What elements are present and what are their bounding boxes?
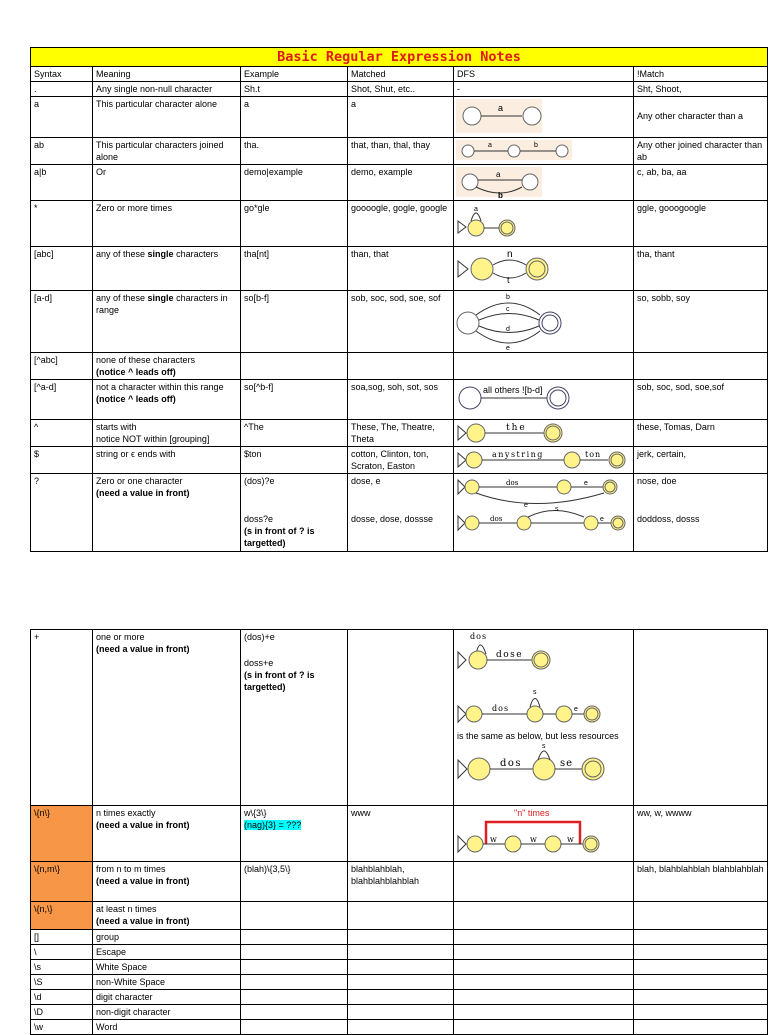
meaning-text: any of these <box>96 293 148 303</box>
start-arrow <box>458 261 468 277</box>
meaning-note: (need a value in front) <box>96 820 190 830</box>
state-node <box>469 651 487 669</box>
dfs-cell: - <box>454 82 634 97</box>
table-row <box>31 380 768 420</box>
edge-label: a <box>488 142 492 149</box>
table-row <box>31 82 768 97</box>
nomatch-cell: tha, thant <box>634 247 768 291</box>
meaning-cell: non-digit character <box>93 1005 241 1020</box>
example-cell <box>241 990 348 1005</box>
dfs-cell <box>454 960 634 975</box>
matched-cell <box>348 474 454 552</box>
table-row <box>31 1020 768 1035</box>
edge-label: e <box>584 480 588 487</box>
edge-label: a <box>496 170 501 179</box>
dfs-diagram <box>454 165 634 201</box>
start-arrow <box>458 706 466 722</box>
syntax-cell: [] <box>31 930 93 945</box>
syntax-cell: \d <box>31 990 93 1005</box>
dfs-note: is the same as below, but less resources <box>457 731 619 741</box>
nomatch-text: Any other character than a <box>637 111 744 121</box>
state-node <box>467 836 483 852</box>
meaning-cell <box>93 630 241 806</box>
nomatch-cell <box>634 960 768 975</box>
edge-label: dose <box>496 650 524 660</box>
example-cell: so[^b-f] <box>241 380 348 420</box>
page-title: Basic Regular Expression Notes <box>31 48 768 67</box>
matched-cell <box>348 630 454 806</box>
example-text: doss+e <box>244 658 274 668</box>
matched-cell <box>348 945 454 960</box>
syntax-cell: \ <box>31 945 93 960</box>
state-node <box>465 516 479 530</box>
table-row <box>31 291 768 353</box>
matched-cell <box>348 990 454 1005</box>
edge-label: b <box>506 294 510 301</box>
dfs-diagram <box>454 806 634 862</box>
table-row <box>31 902 768 930</box>
edge-label: dos <box>506 479 519 487</box>
meaning-text: Zero or one character <box>96 476 183 486</box>
example-cell: $ton <box>241 447 348 474</box>
table-row <box>31 420 768 447</box>
dfa-end-diagram <box>454 447 632 473</box>
meaning-cell: digit character <box>93 990 241 1005</box>
example-cell <box>241 353 348 380</box>
edge-label: w <box>567 835 574 844</box>
edge-label: s <box>542 743 546 750</box>
notes-table-1 <box>30 47 767 552</box>
dfs-diagram <box>454 447 634 474</box>
example-cell <box>241 630 348 806</box>
start-arrow <box>458 480 465 494</box>
matched-cell: soa,sog, soh, sot, sos <box>348 380 454 420</box>
meaning-note: (need a value in front) <box>96 488 190 498</box>
table-row <box>31 990 768 1005</box>
table-row <box>31 630 768 806</box>
table-row <box>31 165 768 201</box>
meaning-text: from n to m times <box>96 864 166 874</box>
state-node <box>462 174 478 190</box>
nomatch-cell: sob, soc, sod, soe,sof <box>634 380 768 420</box>
col-header: !Match <box>634 67 768 82</box>
edge-label: s <box>555 506 559 513</box>
table-row <box>31 960 768 975</box>
bracket-label: "n" times <box>514 808 550 818</box>
state-node <box>533 758 555 780</box>
nomatch-cell <box>634 930 768 945</box>
start-arrow <box>458 453 466 467</box>
state-node <box>584 516 598 530</box>
table-row <box>31 862 768 902</box>
example-cell: go*gle <box>241 201 348 247</box>
meaning-cell <box>93 420 241 447</box>
dfs-diagram <box>454 291 634 353</box>
syntax-cell: \{n,m\} <box>31 862 93 902</box>
dfs-diagram <box>454 420 634 447</box>
meaning-text: any of these <box>96 249 148 259</box>
state-node <box>459 387 481 409</box>
meaning-cell: Word <box>93 1020 241 1035</box>
dfs-diagram <box>454 630 634 806</box>
matched-cell: that, than, thal, thay <box>348 138 454 165</box>
meaning-cell: Zero or more times <box>93 201 241 247</box>
edge-label: a <box>498 103 504 113</box>
state-node <box>556 706 572 722</box>
nomatch-cell <box>634 945 768 960</box>
syntax-cell: [abc] <box>31 247 93 291</box>
meaning-note: (notice ^ leads off) <box>96 367 176 377</box>
matched-cell <box>348 975 454 990</box>
example-cell <box>241 806 348 862</box>
syntax-cell: a <box>31 97 93 138</box>
syntax-cell: [^a-d] <box>31 380 93 420</box>
table-row <box>31 97 768 138</box>
dfs-diagram <box>454 201 634 247</box>
dfa-start-diagram <box>454 420 564 446</box>
state-node <box>466 706 482 722</box>
nomatch-cell <box>634 630 768 806</box>
meaning-cell: This particular characters joined alone <box>93 138 241 165</box>
nomatch-cell <box>634 990 768 1005</box>
col-header: Matched <box>348 67 454 82</box>
state-node <box>471 258 493 280</box>
table-row <box>31 474 768 552</box>
syntax-cell: \s <box>31 960 93 975</box>
state-node <box>556 145 568 157</box>
nomatch-cell <box>634 1020 768 1035</box>
syntax-cell: ^ <box>31 420 93 447</box>
nomatch-cell: these, Tomas, Darn <box>634 420 768 447</box>
matched-cell: These, The, Theatre, Theta <box>348 420 454 447</box>
table-row <box>31 247 768 291</box>
col-header: Example <box>241 67 348 82</box>
meaning-text: none of these characters <box>96 355 196 365</box>
edge-label: s <box>533 689 537 696</box>
meaning-cell <box>93 353 241 380</box>
syntax-cell: [^abc] <box>31 353 93 380</box>
matched-cell: a <box>348 97 454 138</box>
dfa-ab-diagram <box>454 138 574 162</box>
example-note: (s in front of ? is targetted) <box>244 526 315 548</box>
example-cell <box>241 945 348 960</box>
meaning-note: (notice ^ leads off) <box>96 394 176 404</box>
dfs-cell <box>454 990 634 1005</box>
dfs-cell <box>454 862 634 902</box>
dfs-diagram <box>454 380 634 420</box>
example-cell: demo|example <box>241 165 348 201</box>
meaning-cell: string or ϵ ends with <box>93 447 241 474</box>
example-cell: (blah)\{3,5\} <box>241 862 348 902</box>
meaning-text: at least n times <box>96 904 157 914</box>
example-cell <box>241 474 348 552</box>
state-node <box>557 480 571 494</box>
state-node <box>527 706 543 722</box>
meaning-text: n times exactly <box>96 808 156 818</box>
meaning-cell <box>93 862 241 902</box>
edge-label: ton <box>585 450 602 459</box>
state-node <box>467 424 485 442</box>
edge-label: dos <box>492 704 510 713</box>
meaning-emphasis: single <box>147 293 174 303</box>
meaning-cell <box>93 247 241 291</box>
nomatch-cell <box>634 1005 768 1020</box>
syntax-cell: ab <box>31 138 93 165</box>
nomatch-cell: Any other joined character than ab <box>634 138 768 165</box>
dfa-optional-diagram <box>454 474 632 550</box>
syntax-cell: \{n,\} <box>31 902 93 930</box>
meaning-cell <box>93 380 241 420</box>
meaning-cell: group <box>93 930 241 945</box>
nomatch-cell: ww, w, wwww <box>634 806 768 862</box>
nomatch-text: doddoss, dosss <box>637 514 700 524</box>
dfa-or-diagram <box>454 165 544 199</box>
state-node <box>564 452 580 468</box>
meaning-note: (need a value in front) <box>96 876 190 886</box>
edge-label: n <box>507 249 513 260</box>
dfs-cell <box>454 930 634 945</box>
meaning-text: not a character within this range <box>96 382 224 392</box>
matched-cell <box>348 1005 454 1020</box>
nomatch-cell: jerk, certain, <box>634 447 768 474</box>
dfs-cell <box>454 1005 634 1020</box>
table-row <box>31 353 768 380</box>
matched-text: dose, e <box>351 476 381 486</box>
accept-state <box>532 651 550 669</box>
start-arrow <box>458 652 466 668</box>
state-node <box>462 145 474 157</box>
matched-cell: goooogle, gogle, google <box>348 201 454 247</box>
state-node <box>508 145 520 157</box>
matched-cell <box>348 1020 454 1035</box>
example-cell <box>241 960 348 975</box>
matched-cell <box>348 930 454 945</box>
dfa-a-diagram <box>454 97 544 135</box>
nomatch-cell <box>634 97 768 138</box>
state-node <box>457 312 479 334</box>
meaning-text: notice NOT within [grouping] <box>96 434 210 444</box>
matched-cell <box>348 353 454 380</box>
col-header: DFS <box>454 67 634 82</box>
nomatch-cell: so, sobb, soy <box>634 291 768 353</box>
state-node <box>465 480 479 494</box>
edge-label: e <box>600 516 604 523</box>
syntax-cell: \S <box>31 975 93 990</box>
nomatch-cell: c, ab, ba, aa <box>634 165 768 201</box>
edge-label: the <box>506 423 527 433</box>
matched-cell: blahblahblah, blahblahblahblah <box>348 862 454 902</box>
meaning-cell <box>93 291 241 353</box>
accept-state <box>544 424 562 442</box>
meaning-cell: White Space <box>93 960 241 975</box>
notes-table-2 <box>30 629 767 1035</box>
syntax-cell: a|b <box>31 165 93 201</box>
dfs-cell <box>454 353 634 380</box>
transition-edge <box>493 260 526 265</box>
transition-edge <box>479 314 539 321</box>
meaning-cell: Escape <box>93 945 241 960</box>
example-cell <box>241 975 348 990</box>
state-node <box>466 452 482 468</box>
dfa-exact-diagram <box>454 806 632 860</box>
nomatch-text: nose, doe <box>637 476 677 486</box>
edge-label: e <box>524 502 528 509</box>
dfa-plus-optimized-diagram <box>454 742 632 782</box>
syntax-cell: + <box>31 630 93 806</box>
meaning-text: characters <box>173 249 219 259</box>
syntax-cell: \w <box>31 1020 93 1035</box>
example-text: w\{3\} <box>244 808 267 818</box>
nomatch-cell <box>634 975 768 990</box>
edge-label: e <box>506 345 510 351</box>
edge-label: b <box>534 142 538 149</box>
edge-label: se <box>560 758 574 769</box>
nomatch-cell: blah, blahblahblah blahblahblah <box>634 862 768 902</box>
table-row <box>31 945 768 960</box>
example-highlight: (nag){3} = ??? <box>244 820 302 830</box>
meaning-cell: non-White Space <box>93 975 241 990</box>
syntax-cell: [a-d] <box>31 291 93 353</box>
example-cell <box>241 902 348 930</box>
edge-label: w <box>490 835 497 844</box>
state-node <box>517 516 531 530</box>
matched-text: dosse, dose, dossse <box>351 514 434 524</box>
example-cell: a <box>241 97 348 138</box>
transition-edge <box>476 493 604 504</box>
start-arrow <box>458 516 465 530</box>
edge-label: d <box>506 326 510 333</box>
matched-cell: than, that <box>348 247 454 291</box>
syntax-cell: \{n\} <box>31 806 93 862</box>
example-note: (s in front of ? is targetted) <box>244 670 315 692</box>
meaning-text: one or more <box>96 632 145 642</box>
edge-label: dos <box>500 758 523 769</box>
syntax-cell: \D <box>31 1005 93 1020</box>
table-row <box>31 806 768 862</box>
meaning-cell: This particular character alone <box>93 97 241 138</box>
meaning-cell: Any single non-null character <box>93 82 241 97</box>
dfs-diagram <box>454 247 634 291</box>
meaning-cell: Or <box>93 165 241 201</box>
syntax-cell: . <box>31 82 93 97</box>
dfs-cell <box>454 975 634 990</box>
edge-label: dos <box>490 515 503 523</box>
dfs-cell <box>454 1020 634 1035</box>
matched-cell <box>348 902 454 930</box>
matched-cell: Shot, Shut, etc.. <box>348 82 454 97</box>
matched-cell: demo, example <box>348 165 454 201</box>
col-header: Syntax <box>31 67 93 82</box>
meaning-text: characters in range <box>96 293 228 315</box>
example-cell: tha[nt] <box>241 247 348 291</box>
nomatch-cell <box>634 353 768 380</box>
meaning-note: (need a value in front) <box>96 644 190 654</box>
dfa-star-diagram <box>454 201 544 245</box>
table-row <box>31 138 768 165</box>
start-arrow <box>458 221 466 233</box>
edge-label: anystring <box>492 450 544 459</box>
syntax-cell: $ <box>31 447 93 474</box>
edge-label: e <box>574 706 578 713</box>
edge-label: b <box>498 191 503 199</box>
edge-label: dos <box>470 632 488 641</box>
meaning-emphasis: single <box>147 249 174 259</box>
start-arrow <box>458 760 467 778</box>
syntax-cell: ? <box>31 474 93 552</box>
state-node <box>468 758 490 780</box>
example-text: (dos)?e <box>244 476 275 486</box>
dfs-diagram <box>454 138 634 165</box>
edge-label: w <box>530 835 537 844</box>
edge-label: a <box>474 206 478 213</box>
edge-label: all others ![b-d] <box>483 385 543 395</box>
edge-label: c <box>506 306 510 313</box>
edge-label: t <box>507 275 510 285</box>
header-row <box>31 67 768 82</box>
meaning-cell <box>93 806 241 862</box>
example-cell <box>241 1020 348 1035</box>
meaning-cell <box>93 474 241 552</box>
table-row <box>31 447 768 474</box>
matched-cell: cotton, Clinton, ton, Scraton, Easton <box>348 447 454 474</box>
state-node <box>522 174 538 190</box>
meaning-note: (need a value in front) <box>96 916 190 926</box>
example-text: (dos)+e <box>244 632 275 642</box>
dfs-cell <box>454 902 634 930</box>
example-cell: tha. <box>241 138 348 165</box>
col-header: Meaning <box>93 67 241 82</box>
table-row <box>31 201 768 247</box>
nomatch-cell <box>634 902 768 930</box>
meaning-text: starts with <box>96 422 137 432</box>
matched-cell: www <box>348 806 454 862</box>
start-arrow <box>458 836 466 852</box>
example-text: doss?e <box>244 514 274 524</box>
state-node <box>545 836 561 852</box>
dfs-diagram <box>454 474 634 552</box>
table-row <box>31 930 768 945</box>
example-cell: ^The <box>241 420 348 447</box>
example-cell <box>241 930 348 945</box>
dfa-class-diagram <box>454 247 554 289</box>
nomatch-cell: Sht, Shoot, <box>634 82 768 97</box>
dfa-range-diagram <box>454 291 564 351</box>
dfs-diagram <box>454 97 634 138</box>
matched-cell <box>348 960 454 975</box>
table-row <box>31 1005 768 1020</box>
nomatch-cell: ggle, gooogoogle <box>634 201 768 247</box>
dfs-cell <box>454 945 634 960</box>
dfa-plus-diagram <box>454 630 632 730</box>
state-node <box>463 107 481 125</box>
meaning-cell <box>93 902 241 930</box>
state-node <box>505 836 521 852</box>
state-node <box>468 220 484 236</box>
table-row <box>31 975 768 990</box>
matched-cell: sob, soc, sod, soe, sof <box>348 291 454 353</box>
nomatch-cell <box>634 474 768 552</box>
start-arrow <box>458 426 466 440</box>
dfa-negated-diagram <box>454 380 574 416</box>
example-cell <box>241 1005 348 1020</box>
example-cell: so[b-f] <box>241 291 348 353</box>
syntax-cell: * <box>31 201 93 247</box>
example-cell: Sh.t <box>241 82 348 97</box>
state-node <box>523 107 541 125</box>
